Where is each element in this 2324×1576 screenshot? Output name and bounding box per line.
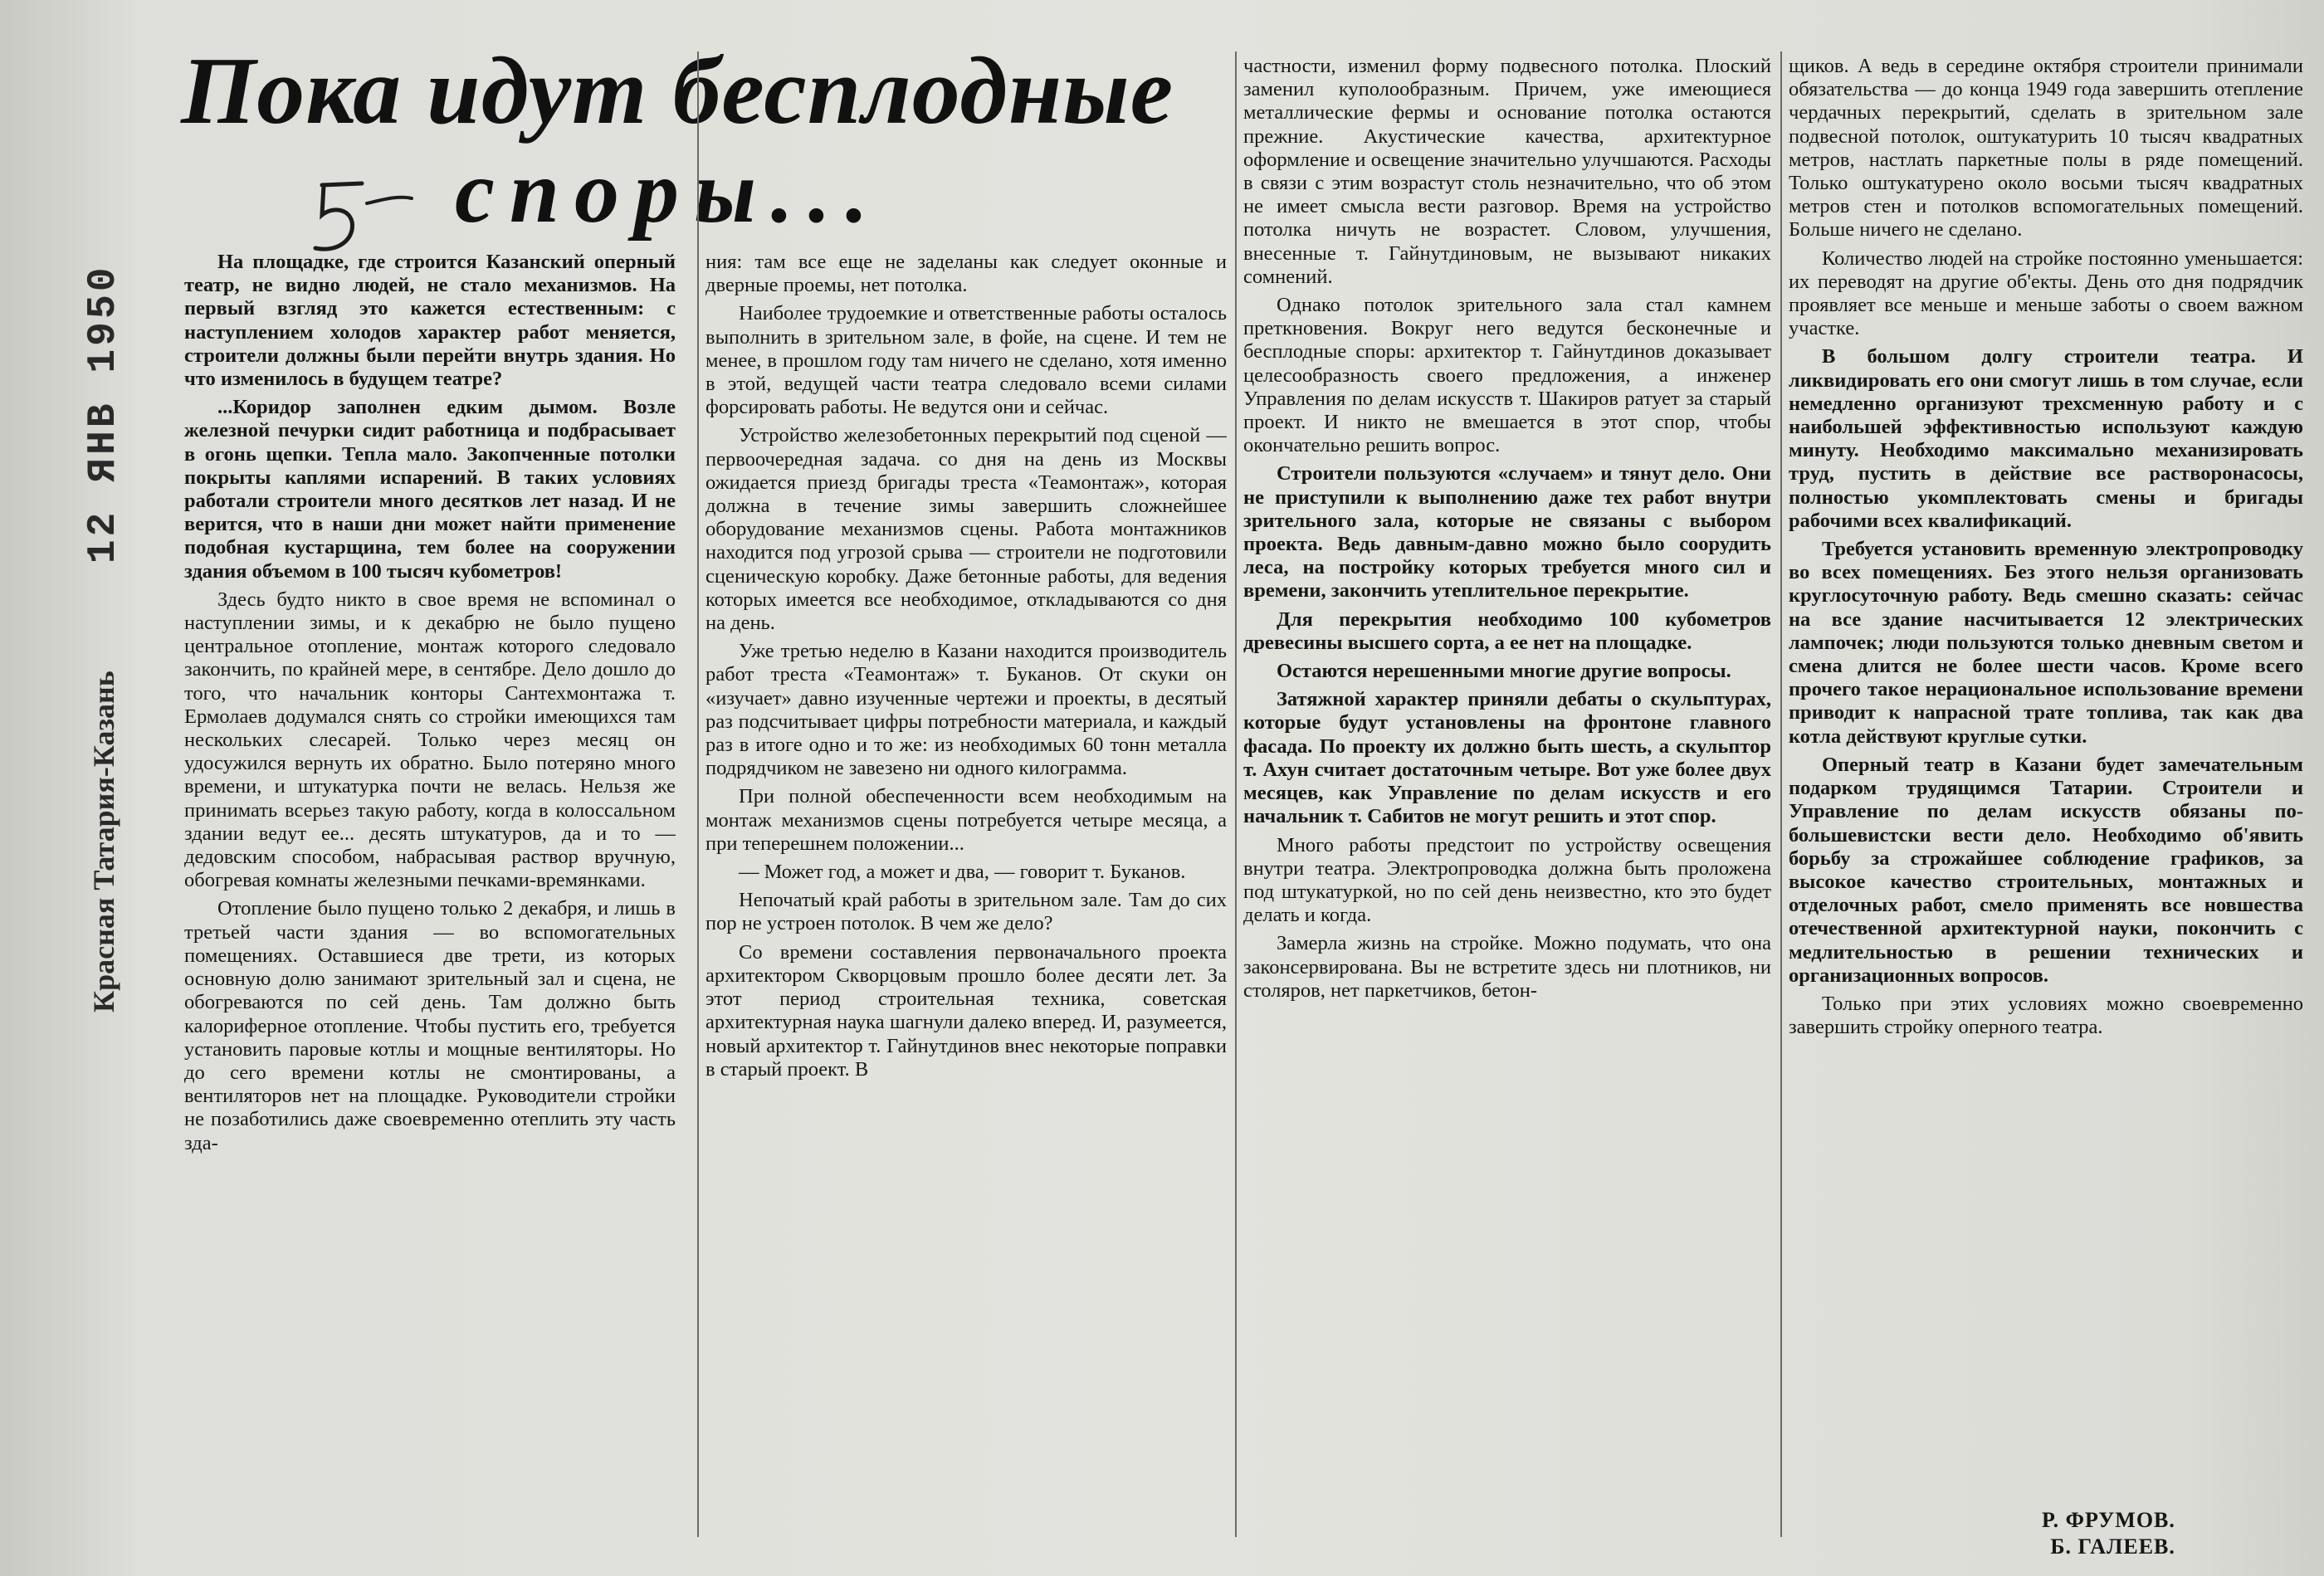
paragraph: — Может год, а может и два, — говорит т. Буканов. (739, 861, 1186, 884)
paragraph: Много работы предстоит по устройству освещения внутри театра. Электропроводка должна быть проложена под штукатуркой, но по сей день неизвестно, кто это будет делать и когда. (1243, 833, 1771, 927)
paragraph: Только при этих условиях можно своевременно завершить стройку оперного театра. (1789, 992, 2303, 1039)
column-rule-3 (1780, 51, 1782, 1537)
newspaper-source-label (81, 264, 126, 1012)
article-column-3 (1243, 55, 1771, 1572)
article-column-4 (1789, 55, 2303, 1457)
paragraph: Затяжной характер приняли дебаты о скульптурах, которые будут установлены на фронтоне главного фасада. По проекту их должно быть шесть, а скульптор т. Ахун считает достаточным четыре. Вот уже более двух месяцев, как Управление по делам искусств и его начальник т. Сабитов не могут решить и этот спор. (1243, 688, 1771, 828)
signatures (2042, 1507, 2175, 1560)
paragraph: Оперный театр в Казани будет замечательным подарком трудящимся Татарии. Строители и Управление по делам искусств обязаны по-большевистски вести дело. Необходимо об'явить борьбу за строжайшее соблюдение графиков, за высокое качество строительных, монтажных и отделочных работ, смело применять все новшества отечественной архитектурной науки, покончить с медлительностью в решении технических и организационных вопросов. (1789, 753, 2303, 987)
paragraph: ...Коридор заполнен едким дымом. Возле железной печурки сидит работница и подбрасывает в огонь щепки. Тепла мало. Закопченные потолки покрыты каплями испарений. В таких условиях работали строители много десятков лет назад. И не верится, что в наши дни может найти применение подобная кустарщина, тем более на сооружении здания объемом в 100 тысяч кубометров! (184, 396, 676, 583)
column-rule-2 (1235, 51, 1237, 1537)
article-column-1 (184, 251, 676, 1570)
paragraph: Требуется установить временную электропроводку во всех помещениях. Без этого нельзя организовать круглосуточную работу. Ведь смешно сказать: сейчас на все здание насчитывается 12 электрических лампочек; люди пользуются только дневным светом и смена длится не более шести часов. Кроме всего прочего такое нерациональное использование времени приводит к напрасной трате топлива, так как два котла действуют круглые сутки. (1789, 538, 2303, 748)
signature-author-1: Р. ФРУМОВ. (2042, 1508, 2175, 1532)
paragraph: Строители пользуются «случаем» и тянут дело. Они не приступили к выполнению даже тех работ внутри зрительного зала, которые не связаны с выбором проекта. Ведь давным-давно можно было соорудить леса, на постройку которых требуется много сил и времени, закончить утеплительное перекрытие. (1243, 462, 1771, 603)
paragraph: Наиболее трудоемкие и ответственные работы осталось выполнить в зрительном зале, в фойе, на сцене. И тем не менее, в прошлом году там ничего не сделано, хотя именно в этой, ведущей части театра следовало всеми силами форсировать работы. Не ведутся они и сейчас. (706, 302, 1227, 419)
paragraph: Уже третью неделю в Казани находится производитель работ треста «Теамонтаж» т. Буканов. От скуки он «изучает» давно изученные чертежи и проекты, в десятый раз подсчитывает цифры потребности материала, и каждый раз в итоге одно и то же: из необходимых 60 тонн металла подрядчиком не завезено ни одного килограмма. (706, 640, 1227, 780)
paragraph: Замерла жизнь на стройке. Можно подумать, что она законсервирована. Вы не встретите здесь ни плотников, ни столяров, нет паркетчиков, бетон- (1243, 932, 1771, 1002)
paragraph: Остаются нерешенными многие другие вопросы. (1277, 660, 1731, 683)
paragraph: В большом долгу строители театра. И ликвидировать его они смогут лишь в том случае, если немедленно организуют трехсменную работу и с наибольшей эффективностью используют каждую минуту. Необходимо максимально механизировать труд, пустить в действие все растворонасосы, полностью укомплектовать смены и бригады рабочими всех квалификаций. (1789, 345, 2303, 532)
paragraph: Со времени составления первоначального проекта архитектором Скворцовым прошло более десяти лет. За этот период строительная техника, советская архитектурная наука шагнули далеко вперед. И, разумеется, новый архитектор т. Гайнутдинов внес некоторые поправки в старый проект. В (706, 940, 1227, 1081)
paragraph: При полной обеспеченности всем необходимым на монтаж механизмов сцены потребуется четыре месяца, а при теперешнем положении... (706, 785, 1227, 855)
paragraph: Непочатый край работы в зрительном зале. Там до сих пор не устроен потолок. В чем же дело? (706, 889, 1227, 935)
column-rule-1 (697, 51, 699, 1537)
headline-line-2: споры... (455, 143, 883, 242)
paragraph: частности, изменил форму подвесного потолка. Плоский заменил куполообразным. Причем, уже имеющиеся металлические фермы и основание потолка остаются прежние. Акустические качества, архитектурное оформление и освещение значительно улучшаются. Расходы в связи с этим возрастут столь незначительно, что об этом не имеет смысла вести разговор. Время на устройство потолка ничуть не возрастет. Словом, улучшения, внесенные т. Гайнутдиновым, не вызывают никаких сомнений. (1243, 55, 1771, 288)
paragraph: Количество людей на стройке постоянно уменьшается: их переводят на другие об'екты. День ото дня подрядчик проявляет все меньше и меньше заботы о своем важном участке. (1789, 246, 2303, 340)
paragraph: Для перекрытия необходимо 100 кубометров древесины высшего сорта, а ее нет на площадке. (1243, 607, 1771, 654)
date-stamp: 12 ЯНВ 1950 (81, 264, 126, 564)
paragraph: Устройство железобетонных перекрытий под сценой — первоочередная задача. со дня на день из Москвы ожидается приезд бригады треста «Теамонтаж», которая должна в течение зимы завершить сложнейшее оборудование механизмов сцены. Работа монтажников находится под угрозой срыва — строители не подготовили сценическую коробку. Даже бетонные работы, для ведения которых имеется все необходимое, откладываются со дня на день. (706, 424, 1227, 635)
headline-line-1: Пока идут бесплодные (181, 38, 1174, 144)
paragraph: Отопление было пущено только 2 декабря, и лишь в третьей части здания — во вспомогательных помещениях. Оставшиеся две трети, из которых основную долю занимают зрительный зал и сцена, не обогреваются по сей день. Там должно быть калориферное отопление. Чтобы пустить его, требуется установить паровые котлы и мощные вентиляторы. Но до сего времени котлы не смонтированы, а вентиляторов нет на площадке. Руководители стройки не позаботились даже своевременно отеплить эту часть зда- (184, 897, 676, 1154)
newspaper-name: Красная Татария-Казань (87, 671, 120, 1012)
paragraph: щиков. А ведь в середине октября строители принимали обязательства — до конца 1949 года завершить отепление чердачных перекрытий, сделать в зрительном зале подвесной потолок, оштукатурить 10 тысяч квадратных метров, настлать паркетные полы в ряде помещений. Только оштукатурено около восьми тысяч квадратных метров стен и потолков вспомогательных помещений. Больше ничего не сделано. (1789, 55, 2303, 242)
paragraph: Здесь будто никто в свое время не вспоминал о наступлении зимы, и к декабрю не было пущено центральное отопление, монтаж которого следовало закончить, по крайней мере, в сентябре. Дело дошло до того, что начальник конторы Сантехмонтажа т. Ермолаев додумался снять со стройки имеющихся там нескольких слесарей. Только через месяц он удосужился вернуть их обратно. Было потеряно много времени, и штукатурка почти не велась. Нельзя же принимать всерьез такую работу, когда в колоссальном здании ведут ее... десять штукатуров, да и то — дедовским способом, набрасывая раствор вручную, обогревая комнаты железными печками-времянками. (184, 588, 676, 892)
signature-author-2: Б. ГАЛЕЕВ. (2050, 1535, 2175, 1559)
paragraph: ния: там все еще не заделаны как следует оконные и дверные проемы, нет потолка. (706, 251, 1227, 297)
paragraph: На площадке, где строится Казанский оперный театр, не видно людей, не стало механизмов. На первый взгляд это кажется естественным: с наступлением холодов характер работ меняется, строители должны были перейти внутрь здания. Но что изменилось в будущем театре? (184, 251, 676, 391)
article-column-2 (706, 251, 1227, 1570)
paragraph: Однако потолок зрительного зала стал камнем преткновения. Вокруг него ведутся бесконечные и бесплодные споры: архитектор т. Гайнутдинов доказывает целесообразность своего предложения, а инженер Управления по делам искусств т. Шакиров ратует за старый проект. И никто не вмешается в этот спор, чтобы окончательно решить вопрос. (1243, 294, 1771, 457)
